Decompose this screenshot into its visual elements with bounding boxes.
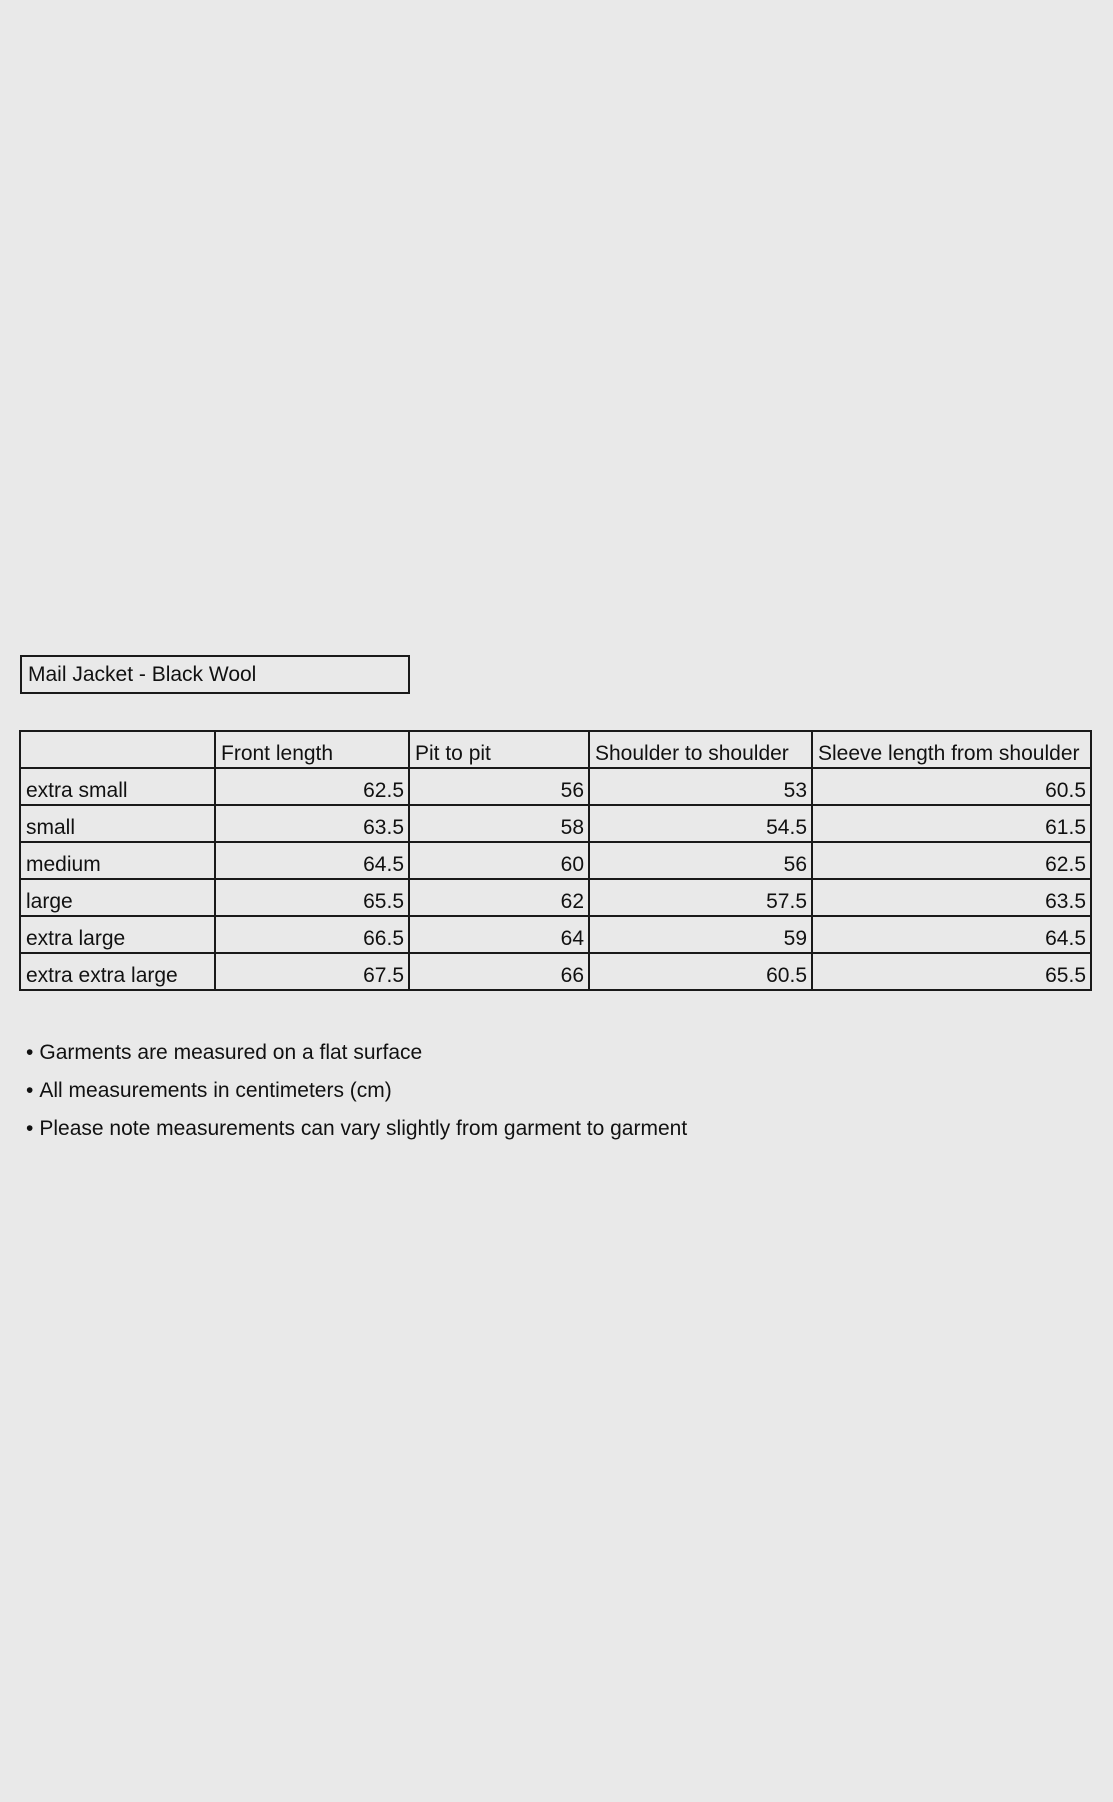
header-sleeve-length: Sleeve length from shoulder bbox=[812, 731, 1091, 768]
sleeve-value: 64.5 bbox=[812, 916, 1091, 953]
table-row bbox=[20, 842, 1091, 879]
front-length-value: 64.5 bbox=[215, 842, 409, 879]
bullet-icon: • bbox=[26, 1041, 34, 1064]
front-length-value: 67.5 bbox=[215, 953, 409, 990]
sleeve-value: 60.5 bbox=[812, 768, 1091, 805]
bullet-icon: • bbox=[26, 1117, 34, 1140]
shoulder-value: 54.5 bbox=[589, 805, 812, 842]
shoulder-value: 56 bbox=[589, 842, 812, 879]
size-label: extra extra large bbox=[20, 953, 215, 990]
shoulder-value: 57.5 bbox=[589, 879, 812, 916]
note-text: Please note measurements can vary slightly from garment to garment bbox=[39, 1117, 688, 1140]
pit-to-pit-value: 56 bbox=[409, 768, 589, 805]
size-label: small bbox=[20, 805, 215, 842]
size-label: large bbox=[20, 879, 215, 916]
front-length-value: 63.5 bbox=[215, 805, 409, 842]
table-row bbox=[20, 916, 1091, 953]
header-shoulder-to-shoulder: Shoulder to shoulder bbox=[589, 731, 812, 768]
pit-to-pit-value: 58 bbox=[409, 805, 589, 842]
table-row bbox=[20, 879, 1091, 916]
table-row bbox=[20, 768, 1091, 805]
front-length-value: 62.5 bbox=[215, 768, 409, 805]
table-row bbox=[20, 953, 1091, 990]
sleeve-value: 62.5 bbox=[812, 842, 1091, 879]
header-pit-to-pit: Pit to pit bbox=[409, 731, 589, 768]
bullet-icon: • bbox=[26, 1079, 34, 1102]
measurement-notes bbox=[26, 1038, 687, 1152]
front-length-value: 65.5 bbox=[215, 879, 409, 916]
size-chart-table bbox=[19, 730, 1092, 991]
note-text: Garments are measured on a flat surface bbox=[39, 1041, 423, 1064]
header-size bbox=[20, 731, 215, 768]
sleeve-value: 65.5 bbox=[812, 953, 1091, 990]
table-header-row bbox=[20, 731, 1091, 768]
pit-to-pit-value: 60 bbox=[409, 842, 589, 879]
sleeve-value: 61.5 bbox=[812, 805, 1091, 842]
product-title: Mail Jacket - Black Wool bbox=[20, 655, 410, 694]
front-length-value: 66.5 bbox=[215, 916, 409, 953]
shoulder-value: 53 bbox=[589, 768, 812, 805]
table-row bbox=[20, 805, 1091, 842]
shoulder-value: 60.5 bbox=[589, 953, 812, 990]
size-label: extra large bbox=[20, 916, 215, 953]
shoulder-value: 59 bbox=[589, 916, 812, 953]
sleeve-value: 63.5 bbox=[812, 879, 1091, 916]
note-item bbox=[26, 1076, 687, 1114]
pit-to-pit-value: 64 bbox=[409, 916, 589, 953]
note-item bbox=[26, 1038, 687, 1076]
size-label: extra small bbox=[20, 768, 215, 805]
size-label: medium bbox=[20, 842, 215, 879]
pit-to-pit-value: 66 bbox=[409, 953, 589, 990]
header-front-length: Front length bbox=[215, 731, 409, 768]
note-text: All measurements in centimeters (cm) bbox=[39, 1079, 392, 1102]
pit-to-pit-value: 62 bbox=[409, 879, 589, 916]
note-item bbox=[26, 1114, 687, 1152]
